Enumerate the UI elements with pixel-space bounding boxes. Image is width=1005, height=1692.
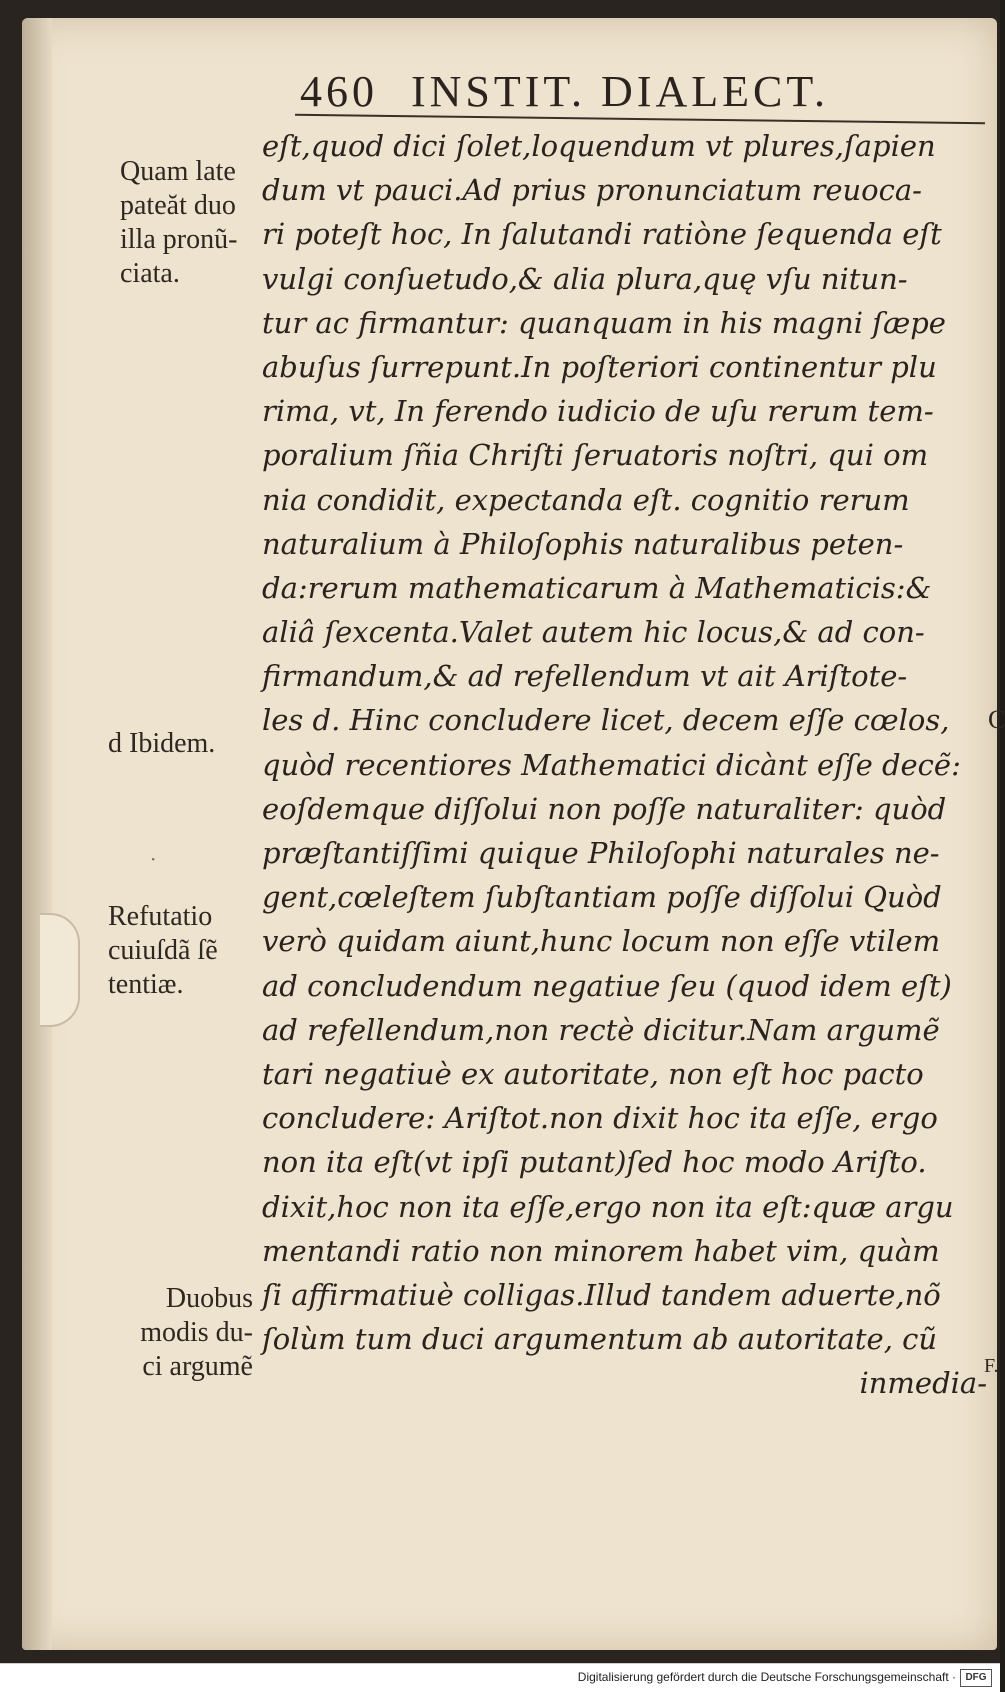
page-clip: [40, 913, 80, 1027]
text-line: rima, vt, In ferendo iudicio de uſu rerum tem-: [262, 394, 934, 429]
running-title: INSTIT. DIALECT.: [411, 67, 829, 116]
text-line: poralium ſñia Chriſti ſeruatoris noſtri, qui om: [262, 438, 929, 473]
margin-note-line: Duobus: [165, 1283, 253, 1314]
margin-note-line: modis du-: [140, 1317, 253, 1348]
text-line: abuſus ſurrepunt.In poſteriori continentur plu: [262, 349, 937, 384]
text-line: tari negatiuè ex autoritate, non eſt hoc pacto: [262, 1056, 924, 1091]
text-line: non ita eſt(vt ipſi putant)ſed hoc modo Ariſto.: [262, 1145, 927, 1180]
margin-note-line: tentiæ.: [108, 969, 184, 1000]
margin-note-line: pateăt duo: [120, 190, 236, 221]
margin-note: [108, 1282, 253, 1384]
text-line: præſtantiſſimi quique Philoſophi naturales ne-: [262, 836, 940, 870]
text-line: eoſdemque diſſolui non poſſe naturaliter: quòd: [262, 791, 947, 826]
edge-letter: C: [988, 705, 1005, 734]
page-gutter: [22, 18, 52, 1650]
margin-note-line: ci argumẽ: [142, 1351, 253, 1382]
text-line: concludere: Ariſtot.non dixit hoc ita eſſe, ergo: [262, 1101, 938, 1136]
text-line: ad refellendum,non rectè dicitur.Nam argumẽ: [262, 1012, 940, 1047]
text-line: aliâ ſexcenta.Valet autem hic locus,& ad con-: [262, 615, 925, 650]
text-line: nia condidit, expectanda eſt. cognitio rerum: [262, 482, 910, 517]
text-line: inmedia-: [859, 1366, 987, 1401]
text-line: ſolùm tum duci argumentum ab autoritate, cũ: [262, 1322, 938, 1357]
body-text: [262, 124, 987, 1405]
margin-note-line: illa pronũ-: [120, 224, 238, 255]
text-line: eſt,quod dici ſolet,loquendum vt plures,ſapien: [262, 129, 936, 163]
text-line: vulgi conſuetudo,& alia plura,quę vſu nitun-: [262, 261, 908, 296]
margin-note-line: cuiuſdã ſẽ: [108, 935, 218, 966]
margin-note-line: Quam late: [120, 156, 236, 187]
page-number: 460: [300, 67, 378, 116]
text-line: verò quidam aiunt,hunc locum non eſſe vtilem: [262, 924, 941, 959]
text-line: da:rerum mathematicarum à Mathematicis:&: [262, 570, 932, 605]
text-line: dum vt pauci.Ad prius pronunciatum reuoca-: [262, 173, 922, 208]
margin-note-line: ciata.: [120, 258, 180, 289]
stray-mark: ·: [150, 847, 157, 871]
margin-note-line: d Ibidem.: [108, 728, 216, 759]
footer-credit: Digitalisierung gefördert durch die Deutsche Forschungsgemeinschaft ·: [577, 1670, 956, 1684]
text-line: tur ac firmantur: quanquam in his magni ſæpe: [262, 305, 946, 340]
text-line: ri poteſt hoc, In ſalutandi ratiòne ſequenda eſt: [262, 217, 942, 252]
text-line: firmandum,& ad refellendum vt ait Ariſtote-: [262, 659, 908, 694]
text-line: ſi affirmatiuè colligas.Illud tandem aduerte,nõ: [262, 1277, 941, 1312]
edge-letter: F.: [984, 1355, 999, 1377]
text-line: gent,cœleſtem ſubſtantiam poſſe diſſolui Quòd: [262, 880, 942, 915]
digitization-footer: [0, 1663, 1000, 1692]
text-line: dixit,hoc non ita eſſe,ergo non ita eſt:quæ argu: [262, 1189, 954, 1224]
text-line: les d. Hinc concludere licet, decem eſſe cœlos,: [262, 703, 950, 738]
running-header: [300, 66, 920, 116]
margin-note: [120, 155, 237, 291]
text-line: ad concludendum negatiue ſeu (quod idem eſt): [262, 968, 952, 1003]
margin-note-reference: [108, 727, 215, 761]
text-line: mentandi ratio non minorem habet vim, quàm: [262, 1233, 940, 1268]
text-line: quòd recentiores Mathematici dicànt eſſe decẽ:: [262, 747, 961, 782]
margin-note: [108, 900, 218, 1002]
dfg-logo: DFG: [960, 1669, 992, 1687]
text-line: naturalium à Philoſophis naturalibus peten-: [262, 526, 904, 561]
margin-note-line: Refutatio: [108, 901, 213, 932]
